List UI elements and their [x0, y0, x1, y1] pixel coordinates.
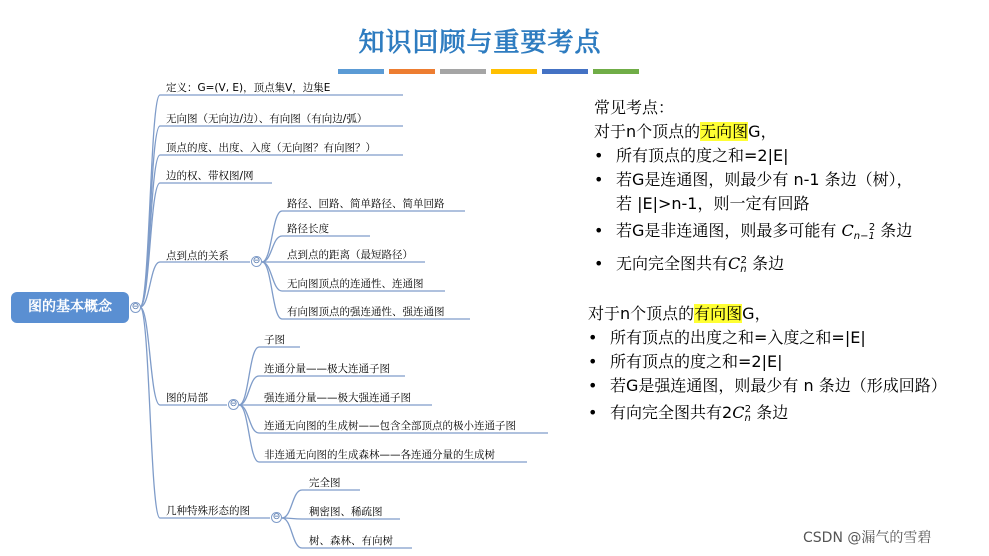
node-strong-connectivity[interactable]: 有向图顶点的强连通性、强连通图 [287, 306, 445, 318]
formula-c: C [728, 254, 741, 273]
highlight-directed: 有向图 [694, 304, 743, 323]
formula-sup: 2 [744, 404, 752, 415]
bullet-text: 所有顶点的出度之和=入度之和=|E| [610, 328, 866, 347]
directed-bullet-4 [588, 398, 947, 431]
bullet-icon: • [594, 170, 604, 189]
directed-points-panel [588, 302, 947, 431]
undirected-intro [594, 120, 913, 144]
bullet-icon: • [588, 376, 598, 395]
bullet-text: 若G是连通图，则最少有 n-1 条边（树）， [616, 170, 913, 189]
formula-sup: 2 [868, 222, 876, 233]
directed-intro [588, 302, 947, 326]
bullet-text: 条边 [751, 403, 789, 422]
node-definition[interactable]: 定义：G=(V, E)，顶点集V，边集E [166, 82, 331, 94]
node-weights[interactable]: 边的权、带权图/网 [166, 170, 254, 182]
page-title: 知识回顾与重要考点 [358, 28, 602, 58]
directed-bullet-1 [588, 326, 947, 350]
highlight-undirected: 无向图 [700, 122, 749, 141]
bullet-text: 若G是强连通图，则最少有 n 条边（形成回路） [610, 376, 947, 395]
collapse-icon-vertex-relations[interactable]: ⊖ [252, 256, 261, 266]
undirected-points-panel [594, 96, 913, 282]
intro-text: 对于n个顶点的 [594, 122, 701, 141]
node-graph-types[interactable]: 无向图（无向边/边）、有向图（有向边/弧） [166, 113, 368, 125]
formula-c: C [841, 221, 854, 240]
bullet-text: 若G是非连通图，则最多可能有 [616, 221, 842, 240]
node-dense-sparse[interactable]: 稠密图、稀疏图 [309, 506, 383, 518]
node-subgraph[interactable]: 子图 [264, 334, 285, 346]
formula-sup: 2 [740, 255, 747, 266]
bullet-text: 所有顶点的度之和=2|E| [610, 352, 783, 371]
bullet-text: 所有顶点的度之和=2|E| [616, 146, 789, 165]
watermark: CSDN @漏气的雪碧 [803, 530, 932, 546]
node-degree[interactable]: 顶点的度、出度、入度（无向图？有向图？） [166, 142, 376, 154]
intro-text: 对于n个顶点的 [588, 304, 695, 323]
node-trees[interactable]: 树、森林、有向树 [309, 535, 393, 547]
node-connected-component[interactable]: 连通分量——极大连通子图 [264, 363, 390, 375]
node-spanning-tree[interactable]: 连通无向图的生成树——包含全部顶点的极小连通子图 [264, 420, 516, 432]
bullet-text: 条边 [746, 254, 785, 273]
bullet-text: 有向完全图共有2 [610, 403, 733, 422]
formula-sub: n [740, 264, 747, 275]
intro-suffix: G， [742, 304, 771, 323]
panel-heading: 常见考点： [594, 98, 675, 117]
directed-bullet-3 [588, 374, 947, 398]
bullet-icon: • [588, 352, 598, 371]
undirected-bullet-1 [594, 144, 913, 168]
node-paths[interactable]: 路径、回路、简单路径、简单回路 [287, 198, 445, 210]
undirected-bullet-4 [594, 249, 913, 282]
collapse-icon-subgraph-concepts[interactable]: ⊖ [229, 399, 238, 409]
bullet-text: 若 |E|>n-1，则一定有回路 [616, 194, 810, 213]
formula-sub: n−1 [853, 231, 875, 242]
directed-bullet-2 [588, 350, 947, 374]
node-path-length[interactable]: 路径长度 [287, 223, 329, 235]
undirected-bullet-2 [594, 168, 913, 192]
node-strong-component[interactable]: 强连通分量——极大强连通子图 [264, 392, 411, 404]
collapse-icon-root[interactable]: ⊖ [131, 302, 140, 312]
node-complete-graph[interactable]: 完全图 [309, 477, 341, 489]
bullet-icon: • [588, 328, 598, 347]
bullet-icon: • [594, 221, 604, 240]
formula-c: C [732, 403, 745, 422]
mindmap-root[interactable]: 图的基本概念 [11, 292, 129, 323]
bullet-text: 条边 [875, 221, 913, 240]
node-vertex-relations[interactable]: 点到点的关系 [166, 250, 229, 262]
bullet-text: 无向完全图共有 [616, 254, 729, 273]
node-connectivity[interactable]: 无向图顶点的连通性、连通图 [287, 278, 424, 290]
formula-sub: n [744, 413, 751, 424]
intro-suffix: G， [748, 122, 777, 141]
undirected-bullet-2-cont [594, 192, 913, 216]
node-subgraph-concepts[interactable]: 图的局部 [166, 392, 208, 404]
bullet-icon: • [594, 146, 604, 165]
bullet-icon: • [588, 403, 598, 422]
collapse-icon-special-graphs[interactable]: ⊖ [272, 512, 281, 522]
node-distance[interactable]: 点到点的距离（最短路径） [287, 249, 413, 261]
undirected-bullet-3 [594, 216, 913, 249]
node-special-graphs[interactable]: 几种特殊形态的图 [166, 505, 250, 517]
bullet-icon: • [594, 254, 604, 273]
node-spanning-forest[interactable]: 非连通无向图的生成森林——各连通分量的生成树 [264, 449, 495, 461]
